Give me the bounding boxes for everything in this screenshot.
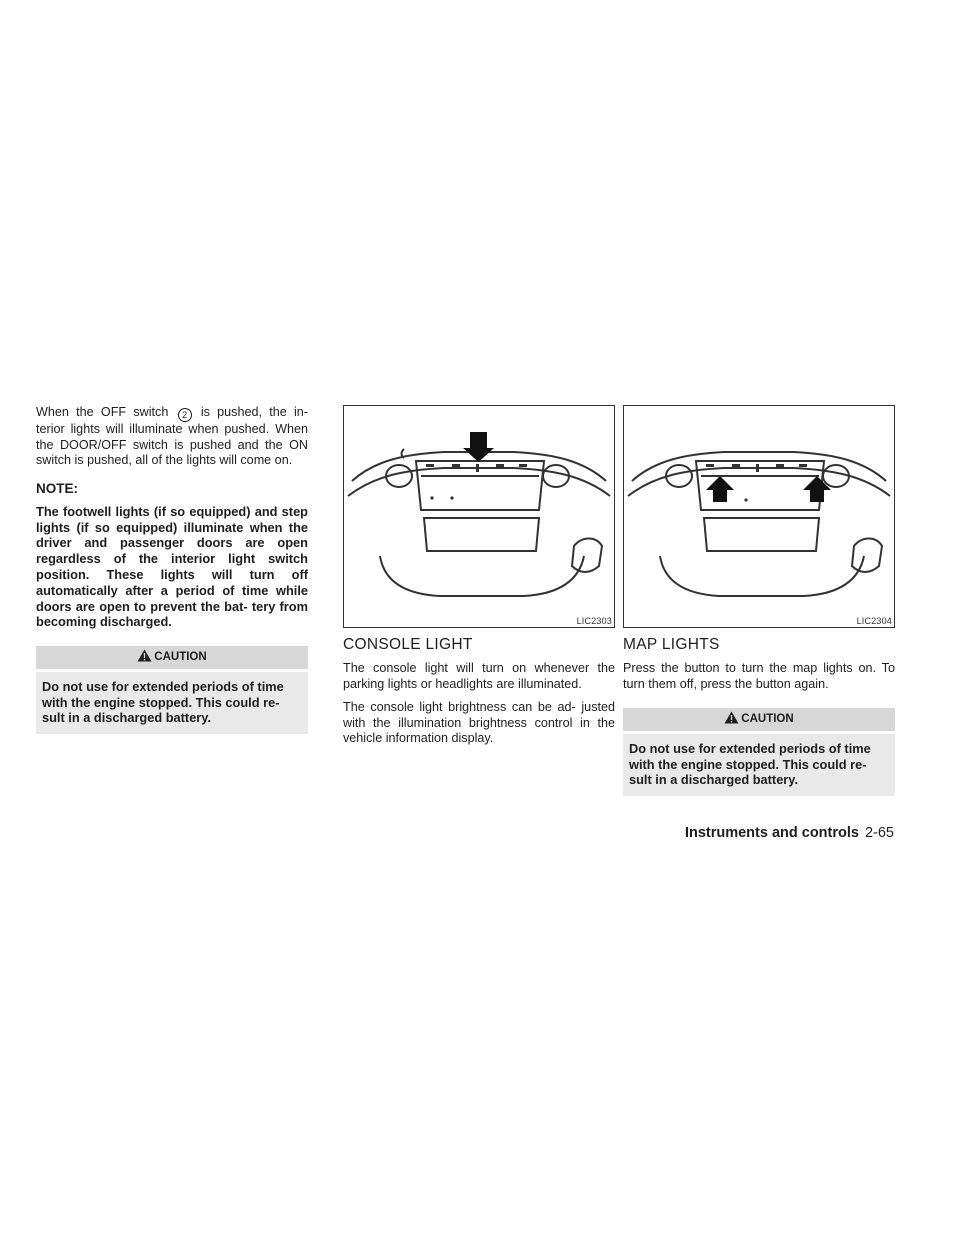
warning-triangle-icon bbox=[137, 649, 152, 662]
console-paragraph-1: The console light will turn on whenever the parking lights or headlights are illuminated. bbox=[343, 661, 615, 691]
footer-section-title: Instruments and controls bbox=[684, 825, 859, 841]
page-footer bbox=[685, 825, 894, 841]
caution-header bbox=[36, 646, 308, 669]
note-body: The footwell lights (if so equipped) and step lights (if so equipped) illuminate when the driver and passenger doors are open regardless of the interior light switch position. These lights will turn off automatically after a period of time while doors are open to prevent the bat- tery from becoming discharged. bbox=[36, 503, 308, 630]
callout-number-badge: 2 bbox=[178, 408, 192, 422]
page-number: 2-65 bbox=[864, 825, 894, 841]
section-heading-map-lights: MAP LIGHTS bbox=[623, 636, 720, 653]
overhead-console-illustration bbox=[344, 406, 614, 627]
figure-label: LIC2303 bbox=[576, 616, 612, 626]
overhead-console-illustration bbox=[624, 406, 894, 627]
caution-label: CAUTION bbox=[741, 713, 794, 726]
column-right bbox=[623, 405, 895, 796]
caution-label: CAUTION bbox=[154, 651, 207, 664]
console-paragraph-2: The console light brightness can be ad- justed with the illumination brightness control in the vehicle information display. bbox=[343, 700, 615, 746]
map-lights-figure bbox=[623, 405, 895, 628]
warning-triangle-icon bbox=[724, 711, 739, 724]
map-lights-paragraph: Press the button to turn the map lights on. To turn them off, press the button again. bbox=[623, 661, 895, 691]
section-heading-console-light: CONSOLE LIGHT bbox=[343, 636, 473, 653]
figure-label: LIC2304 bbox=[856, 616, 892, 626]
intro-text-before: When the OFF switch bbox=[36, 405, 169, 419]
intro-paragraph bbox=[36, 405, 308, 469]
console-light-figure bbox=[343, 405, 615, 628]
caution-body: Do not use for extended periods of time with the engine stopped. This could re- sult in a discharged battery. bbox=[623, 734, 895, 796]
column-middle bbox=[343, 405, 615, 755]
arrow-icon bbox=[803, 476, 831, 502]
caution-header bbox=[623, 708, 895, 731]
arrow-icon bbox=[706, 476, 734, 502]
arrow-icon bbox=[463, 432, 494, 462]
column-left bbox=[36, 405, 308, 734]
caution-body: Do not use for extended periods of time with the engine stopped. This could re- sult in a discharged battery. bbox=[36, 672, 308, 734]
note-title: NOTE: bbox=[36, 480, 78, 496]
intro-text-after: is pushed, the in- terior lights will illuminate when pushed. When the DOOR/OFF switch is pushed and the ON switch is pushed, all of the lights will come on. bbox=[36, 405, 308, 468]
